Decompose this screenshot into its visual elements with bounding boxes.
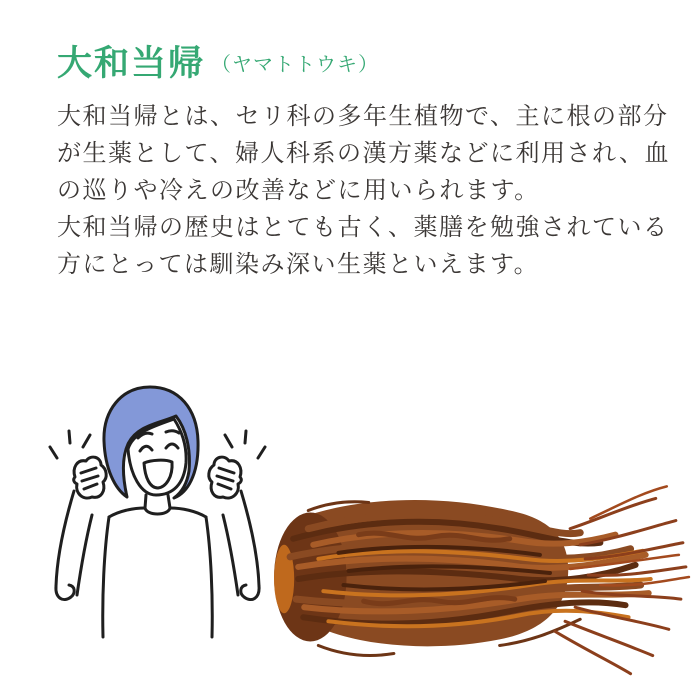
page-title: 大和当帰 <box>57 44 206 83</box>
text-line: 大和当帰とは、セリ科の多年生植物で、主に根の部分 <box>57 104 669 130</box>
person-left-sleeve-outer <box>56 491 74 586</box>
text-line: が生薬として、婦人科系の漢方薬などに利用され、血 <box>57 141 670 167</box>
paragraph-history <box>57 210 669 284</box>
page-subtitle: （ヤマトトウキ） <box>211 54 380 76</box>
person-torso-left <box>103 517 109 637</box>
person-shoulder-left <box>109 508 145 517</box>
sparkle-lines-left <box>50 431 90 458</box>
cheering-person-illustration <box>33 380 268 640</box>
person-right-sleeve-outer <box>241 491 259 586</box>
page-header <box>57 46 379 81</box>
text-line: 方にとっては馴染み深い生薬といえます。 <box>57 252 540 278</box>
person-left-sleeve-inner <box>77 515 92 595</box>
person-torso-right <box>206 517 212 637</box>
person-neckline <box>145 508 170 514</box>
person-right-cuff <box>241 585 259 600</box>
dried-root-photo <box>268 458 696 698</box>
text-line: の巡りや冷えの改善などに用いられます。 <box>57 178 540 204</box>
person-right-sleeve-inner <box>223 515 238 595</box>
paragraph-intro <box>57 99 670 210</box>
article-body <box>57 99 670 284</box>
person-left-cuff <box>56 585 74 600</box>
text-line: 大和当帰の歴史はとても古く、薬膳を勉強されている <box>57 215 669 241</box>
sparkle-lines-right <box>225 431 265 458</box>
person-shoulder-right <box>170 508 206 517</box>
